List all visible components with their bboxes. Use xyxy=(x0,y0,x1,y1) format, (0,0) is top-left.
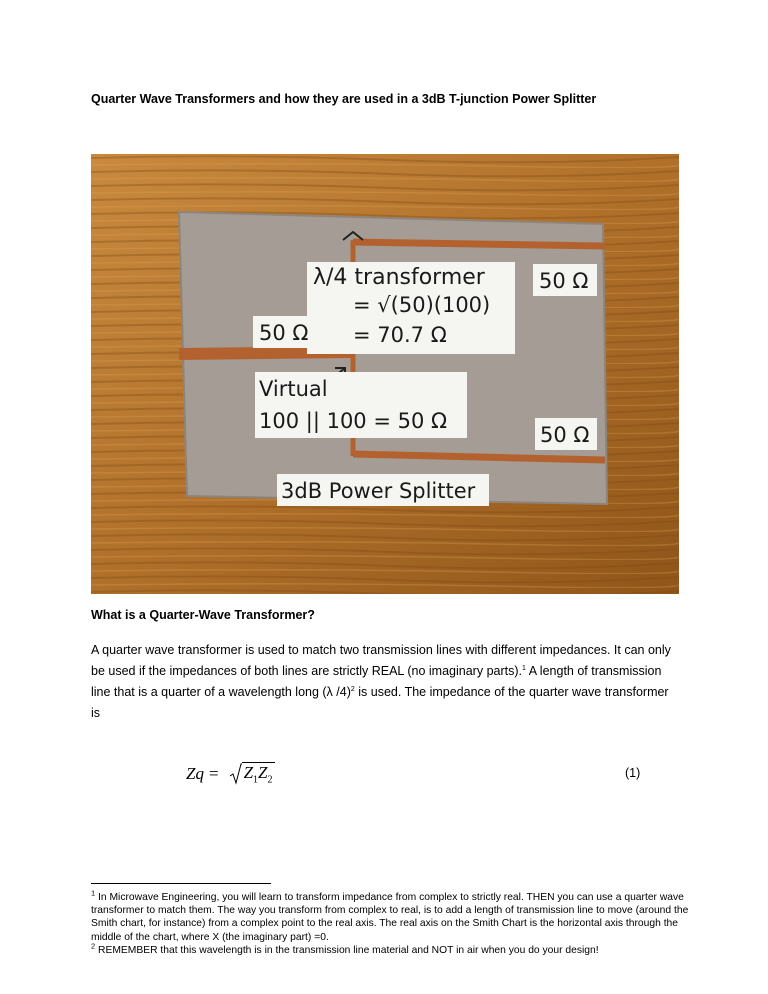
footnote-ref-2: 2 xyxy=(350,685,355,693)
footnote-2-text: REMEMBER that this wavelength is in the transmission line material and NOT in air when you do your design! xyxy=(95,944,599,956)
body-paragraph xyxy=(91,640,679,724)
input-port-label: 50 Ω xyxy=(259,321,309,345)
transformer-label-line1: λ/4 transformer xyxy=(313,265,485,290)
document-title: Quarter Wave Transformers and how they are used in a 3dB T-junction Power Splitter xyxy=(91,92,597,106)
output-top-label: 50 Ω xyxy=(539,269,589,293)
photo-caption-label: 3dB Power Splitter xyxy=(281,479,476,503)
footnote-1-marker: 1 xyxy=(91,888,96,898)
footnote-2-marker: 2 xyxy=(91,941,96,951)
footnote-ref-1: 1 xyxy=(522,664,526,672)
power-splitter-photo xyxy=(91,154,679,594)
impedance-equation xyxy=(186,762,275,785)
paragraph-part3: is used. The impedance of the quarter wave transformer is xyxy=(91,685,669,720)
output-bottom-label: 50 Ω xyxy=(540,423,590,447)
equation-z1: Z xyxy=(243,763,254,782)
virtual-label-line1: Virtual xyxy=(259,377,328,401)
equation-number: (1) xyxy=(625,766,641,780)
footnote-1-text: In Microwave Engineering, you will learn to transform impedance from complex to strictly real. THEN you can use a quarter wave transformer to match them. The way you transform from complex to real, is to add a length of transmission line to move (around the Smith chart, for instance) from a complex point to the real axis. The real axis on the Smith Chart is the horizontal axis through the middle of the chart, where X (the imaginary part) =0. xyxy=(91,892,689,943)
equation-z2-sub: 2 xyxy=(267,774,273,786)
square-root xyxy=(230,762,275,785)
transformer-label-line2: = √(50)(100) xyxy=(353,293,491,317)
paragraph-part2: A length of transmission line that is a quarter of a wavelength long (λ /4) xyxy=(91,664,662,699)
section-heading: What is a Quarter-Wave Transformer? xyxy=(91,608,315,622)
equation-z2: Z xyxy=(258,763,268,782)
paragraph-part1: A quarter wave transformer is used to match two transmission lines with different impedances. It can only be used if the impedances of both lines are strictly REAL (no imaginary parts). xyxy=(91,643,671,678)
equation-z1-sub: 1 xyxy=(253,774,259,786)
equation-lhs: Zq xyxy=(186,763,204,783)
footnote-1 xyxy=(91,888,691,944)
footnote-2 xyxy=(91,941,691,957)
radical-sign-icon xyxy=(230,763,242,785)
footnote-separator xyxy=(91,883,271,884)
transformer-label-line3: = 70.7 Ω xyxy=(353,323,447,347)
footnotes xyxy=(91,888,691,957)
virtual-label-line2: 100 || 100 = 50 Ω xyxy=(259,409,448,433)
equation-equals: = xyxy=(208,763,219,783)
